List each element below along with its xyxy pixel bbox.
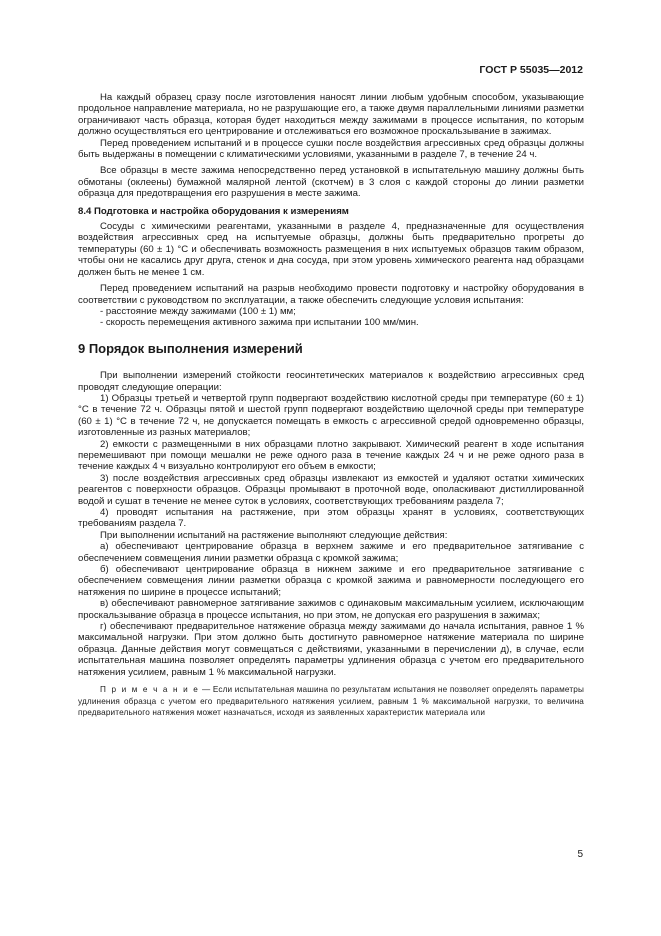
list-item-clamp-speed: - скорость перемещения активного зажима при испытании 100 мм/мин. bbox=[100, 317, 419, 329]
paragraph-marking-lines: На каждый образец сразу после изготовления наносят линии любым удобным способом, указывающие продольное направление материала, но не разрушающие его, а также двумя параллельными линиями разметки ограничивают часть образца, которая будет находиться между зажимами в процессе испытания, по которым должно осуществляться его центрирование и отслеживаться его возможное проскальзывание в зажимах. bbox=[78, 92, 584, 138]
paragraph-conditioning: Перед проведением испытаний и в процессе сушки после воздействия агрессивных сред образцы должны быть выдержаны в помещении с климатическими условиями, указанными в разделе 7, в течение 24 ч. bbox=[78, 137, 584, 161]
list-item-3: 3) после воздействия агрессивных сред образцы извлекают из емкостей и удаляют остатки химических реагентов с поверхности образцов. Образцы промывают в проточной воде, ополаскивают дистиллированной водой и сушат в течение не менее суток в условиях, соответствующих требованиям раздела 7; bbox=[78, 472, 584, 507]
list-item-1: 1) Образцы третьей и четвертой групп подвергают воздействию кислотной среды при температуре (60 ± 1) °С в течение 72 ч. Образцы пятой и шестой групп подвергают воздействию щелочной среды при температуре (60 ± 1) °С в течение 72 ч, не допускается помещать в емкость с агрессивной средой одновременно образцы, изготовленные из разных материалов; bbox=[78, 392, 584, 439]
list-item-a: а) обеспечивают центрирование образца в верхнем зажиме и его предварительное затягивание с обеспечением совмещения линии разметки образца с кромкой зажима; bbox=[78, 541, 584, 564]
paragraph-tensile-intro: При выполнении испытаний на растяжение выполняют следующие действия: bbox=[100, 529, 448, 541]
paragraph-vessels: Сосуды с химическими реагентами, указанными в разделе 4, предназначенные для осуществления воздействия агрессивных сред на испытуемые образцы, должны быть предварительно прогреты до температуры (60 ± 1) °С и обеспечивать возможность размещения в них испытуемых образцов таким образом, чтобы они не касались друг друга, стенок и дна сосуда, при этом уровень химического реагента над образцами должен быть не менее 1 см. bbox=[78, 221, 584, 278]
page-content bbox=[78, 92, 584, 719]
note-text: — Если испытательная машина по результатам испытания не позволяет определять параметры удлинения образца с учетом его предварительного натяжения усилием, равным 1 % максимальной нагрузки, то величина предварительного натяжения может назначаться, исходя из заявленных характеристик материала или bbox=[78, 685, 584, 718]
paragraph-equipment-setup: Перед проведением испытаний на разрыв необходимо провести подготовку и настройку оборудования в соответствии с руководством по эксплуатации, а также обеспечить следующие условия испытания: bbox=[78, 283, 584, 306]
list-item-g: г) обеспечивают предварительное натяжение образца между зажимами до начала испытания, равное 1 % максимальной нагрузки. При этом должно быть достигнуто равномерное натяжение материала по ширине образца. Данные действия могут совмещаться с действиями, указанными в перечислении д), в случае, если испытательная машина позволяет определять параметры удлинения образца с учетом его предварительного натяжения усилием, равным 1 % максимальной нагрузки. bbox=[78, 621, 584, 678]
section-title-9: 9 Порядок выполнения измерений bbox=[78, 340, 303, 356]
document-code: ГОСТ Р 55035—2012 bbox=[479, 64, 583, 76]
list-item-2: 2) емкости с размещенными в них образцами плотно закрывают. Химический реагент в ходе испытания перемешивают при помощи мешалки не реже одного раза в течение каждых 24 ч и не реже одного раза в течение каждых 4 ч визуально контролируют его объем в емкости; bbox=[78, 438, 584, 473]
note-paragraph bbox=[78, 684, 584, 719]
subsection-title-8-4: 8.4 Подготовка и настройка оборудования к измерениям bbox=[78, 205, 349, 217]
list-item-b: б) обеспечивают центрирование образца в нижнем зажиме и его предварительное затягивание с обеспечением совмещения линии разметки образца с кромкой зажима и равномерности последующего его натяжения по ширине в процессе испытаний; bbox=[78, 564, 584, 598]
list-item-clamp-distance: - расстояние между зажимами (100 ± 1) мм; bbox=[100, 305, 296, 317]
note-label: П р и м е ч а н и е bbox=[100, 685, 200, 695]
list-item-4: 4) проводят испытания на растяжение, при этом образцы хранят в условиях, соответствующих требованиям раздела 7. bbox=[78, 507, 584, 530]
paragraph-operations-intro: При выполнении измерений стойкости геосинтетических материалов к воздействию агрессивных сред проводят следующие операции: bbox=[78, 370, 584, 393]
page-number: 5 bbox=[577, 849, 583, 860]
list-item-v: в) обеспечивают равномерное затягивание зажимов с одинаковым максимальным усилием, исключающим проскальзывание образца в процессе испытания, но при этом, не допуская его разрушения в зажимах; bbox=[78, 598, 584, 621]
paragraph-tape-wrapping: Все образцы в месте зажима непосредственно перед установкой в испытательную машину должны быть обмотаны (оклеены) бумажной малярной лентой (скотчем) в 3 слоя с каждой стороны до линии разметки образца для предотвращения его разрушения в месте зажима. bbox=[78, 165, 584, 200]
